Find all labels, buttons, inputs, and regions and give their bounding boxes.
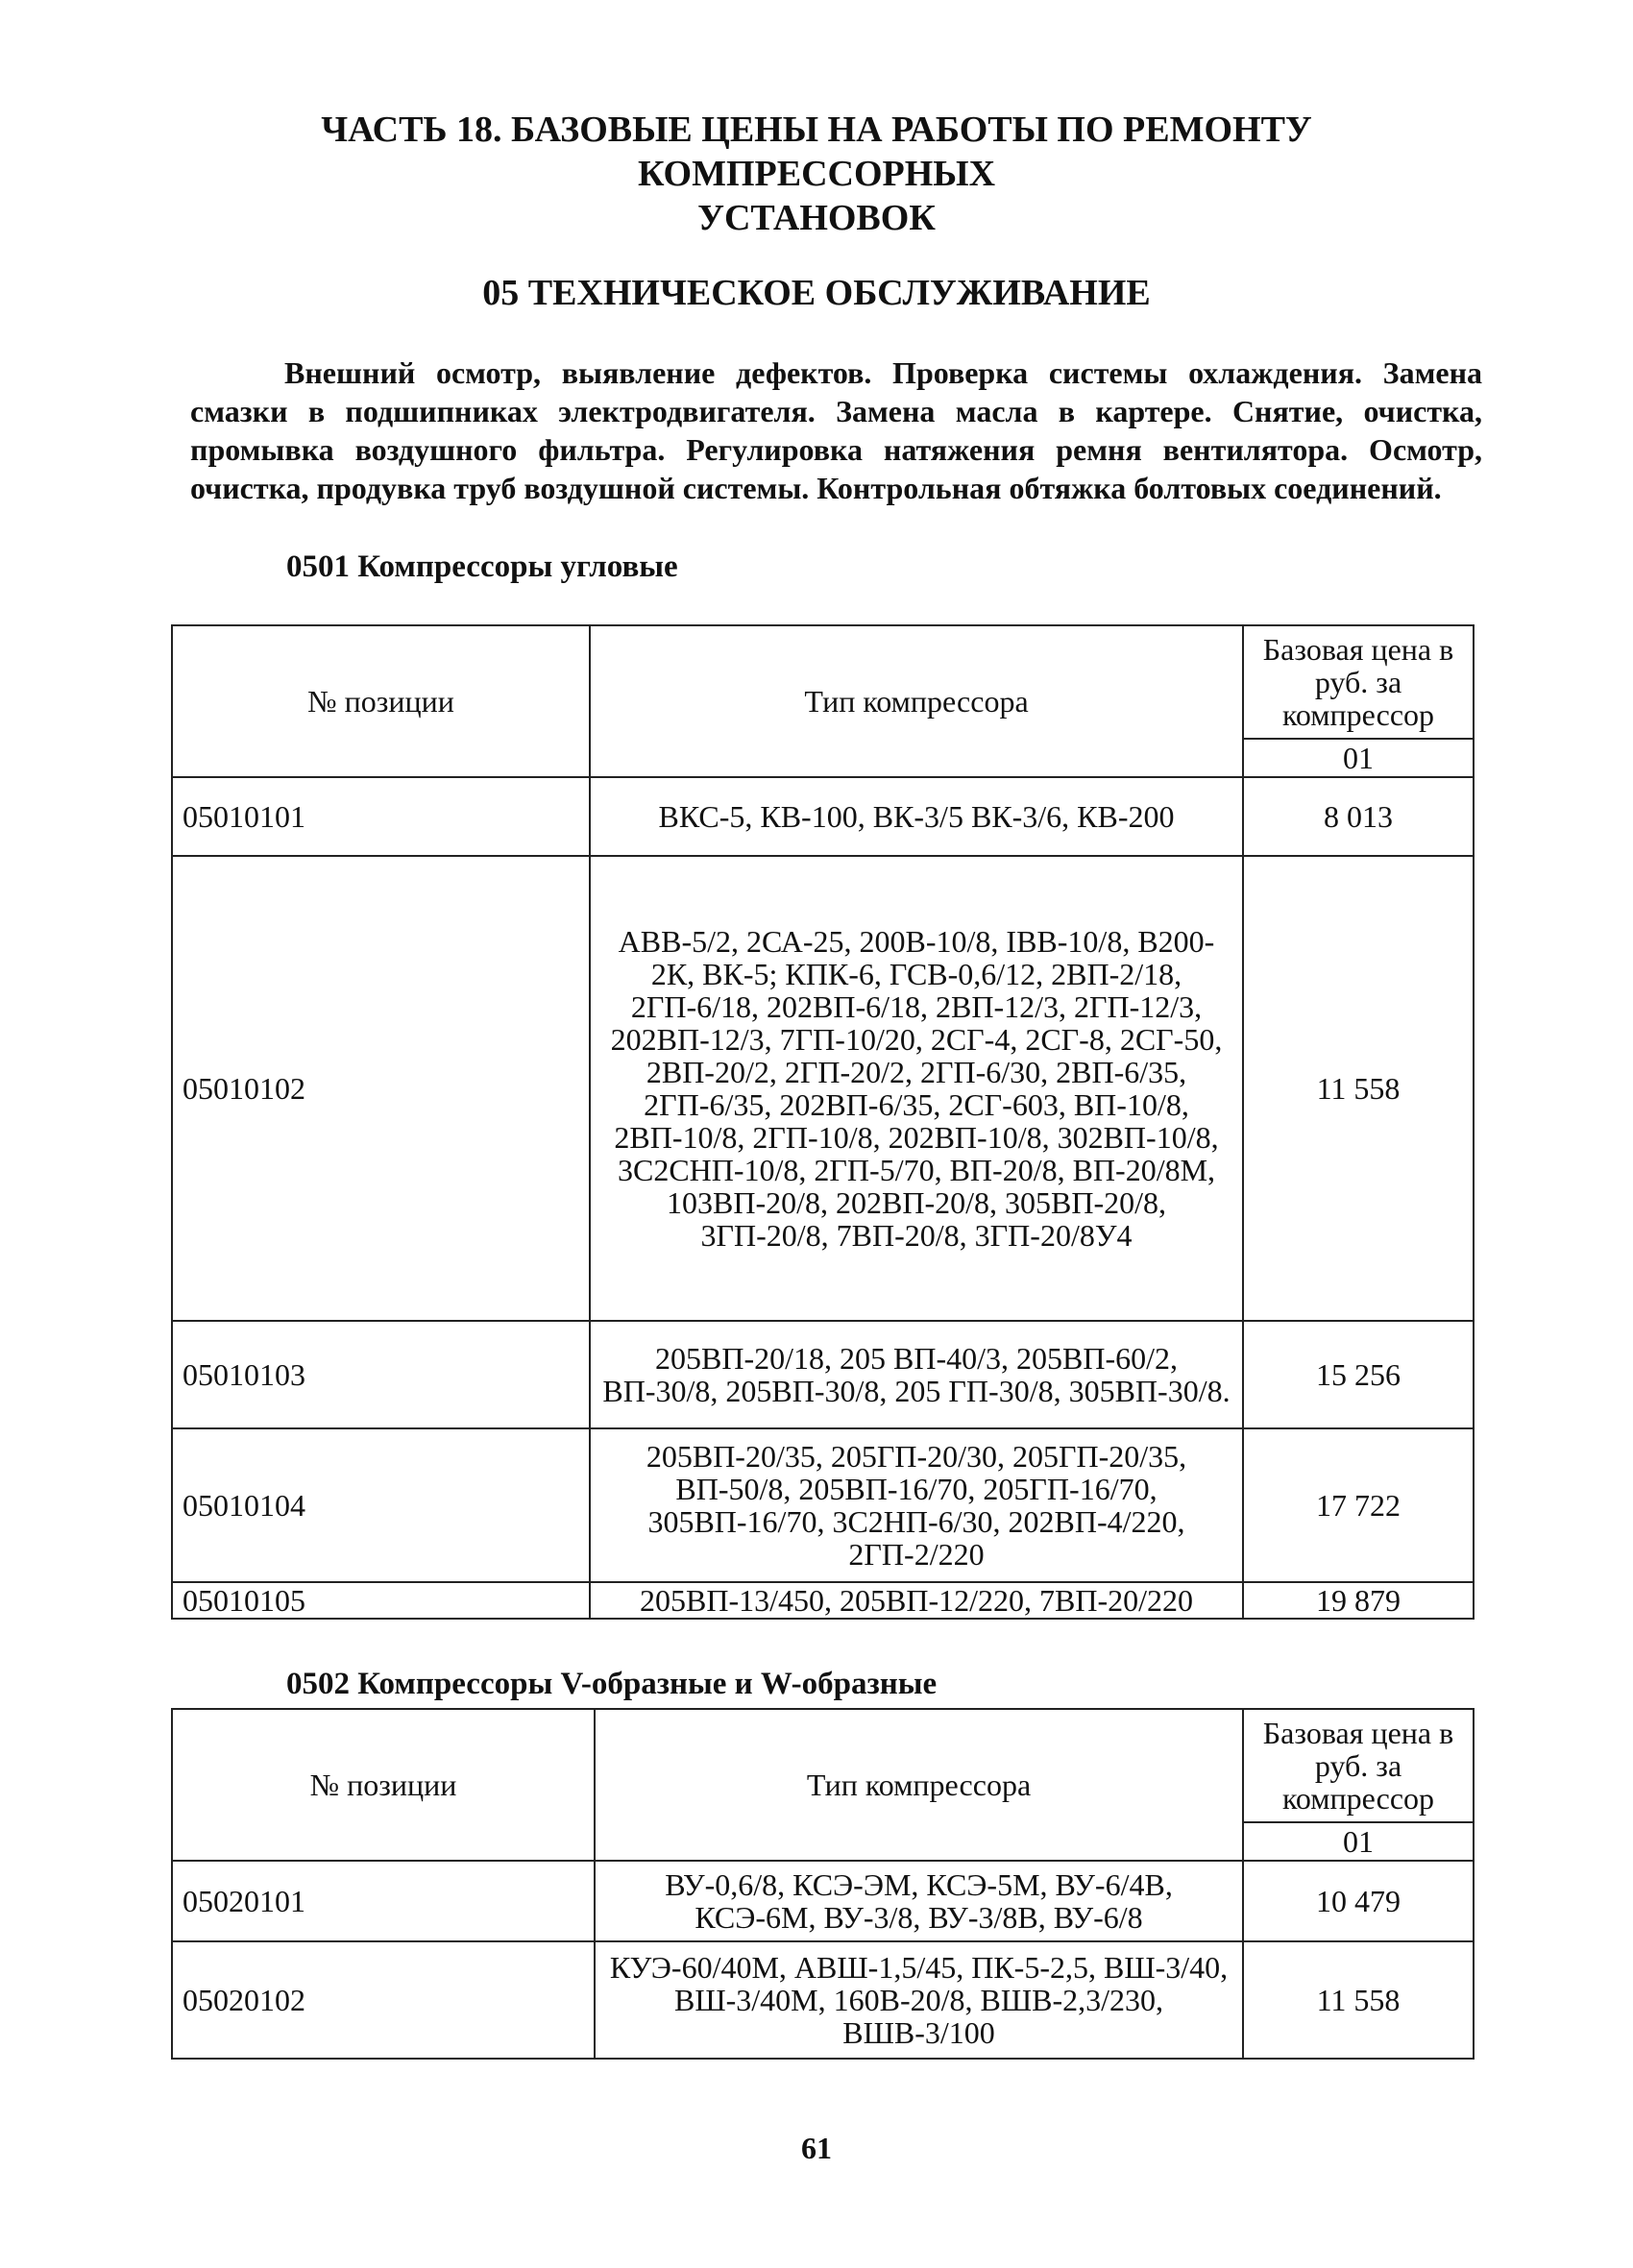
- table-row-type: 205ВП-13/450, 205ВП-12/220, 7ВП-20/220: [590, 1582, 1243, 1619]
- table-row-type: 205ВП-20/35, 205ГП-20/30, 205ГП-20/35, ВП-50/8, 205ВП-16/70, 205ГП-16/70, 305ВП-16/70, 3С2НП-6/30, 202ВП-4/220, 2ГП-2/220: [590, 1428, 1243, 1582]
- header-position: № позиции: [172, 1709, 595, 1861]
- header-price-code: 01: [1243, 739, 1474, 777]
- page-title-line-2: УСТАНОВОК: [697, 198, 936, 238]
- table-row-type: ВУ-0,6/8, КСЭ-ЭМ, КСЭ-5М, ВУ-6/4В, КСЭ-6М, ВУ-3/8, ВУ-3/8В, ВУ-6/8: [595, 1861, 1243, 1941]
- table-vw-compressors: [171, 1708, 1475, 2060]
- table-row-type: АВВ-5/2, 2СА-25, 200В-10/8, IВВ-10/8, В200-2К, ВК-5; КПК-6, ГСВ-0,6/12, 2ВП-2/18, 2ГП-6/18, 202ВП-6/18, 2ВП-12/3, 2ГП-12/3, 202ВП-12/3, 7ГП-10/20, 2СГ-4, 2СГ-8, 2СГ-50, 2ВП-20/2, 2ГП-20/2, 2ГП-6/30, 2ВП-6/35, 2ГП-6/35, 202ВП-6/35, 2СГ-603, ВП-10/8, 2ВП-10/8, 2ГП-10/8, 202ВП-10/8, 302ВП-10/8, 3С2СНП-10/8, 2ГП-5/70, ВП-20/8, ВП-20/8М, 103ВП-20/8, 202ВП-20/8, 305ВП-20/8, 3ГП-20/8, 7ВП-20/8, 3ГП-20/8У4: [590, 856, 1243, 1321]
- header-type: Тип компрессора: [590, 625, 1243, 777]
- table1-title: 0501 Компрессоры угловые: [286, 549, 678, 584]
- table-row-position: 05010102: [172, 856, 590, 1321]
- section-title: 05 ТЕХНИЧЕСКОЕ ОБСЛУЖИВАНИЕ: [482, 273, 1151, 313]
- table-row-price: 10 479: [1243, 1861, 1474, 1941]
- page-number: 61: [801, 2131, 832, 2165]
- table-angular-compressors: [171, 624, 1475, 1620]
- header-price-code: 01: [1243, 1822, 1474, 1861]
- header-price: Базовая цена в руб. за компрессор: [1243, 625, 1474, 739]
- intro-paragraph: Внешний осмотр, выявление дефектов. Проверка системы охлаждения. Замена смазки в подшипниках электродвигателя. Замена масла в картере. Снятие, очистка, промывка воздушного фильтра. Регулировка натяжения ремня вентилятора. Осмотр, очистка, продувка труб воздушной системы. Контрольная обтяжка болтовых соединений.: [190, 355, 1482, 505]
- table-row-position: 05010103: [172, 1321, 590, 1428]
- table-row-position: 05010101: [172, 777, 590, 856]
- header-position: № позиции: [172, 625, 590, 777]
- table-row-price: 15 256: [1243, 1321, 1474, 1428]
- page-title: [144, 108, 1489, 240]
- table-row-price: 11 558: [1243, 856, 1474, 1321]
- page-title-line-1: ЧАСТЬ 18. БАЗОВЫЕ ЦЕНЫ НА РАБОТЫ ПО РЕМОНТУ КОМПРЕССОРНЫХ: [321, 110, 1312, 194]
- table2-title: 0502 Компрессоры V-образные и W-образные: [286, 1667, 938, 1701]
- table-row-price: 17 722: [1243, 1428, 1474, 1582]
- table-row-price: 19 879: [1243, 1582, 1474, 1619]
- table-row-position: 05010105: [172, 1582, 590, 1619]
- table-row-position: 05020102: [172, 1941, 595, 2059]
- table-row-position: 05010104: [172, 1428, 590, 1582]
- table-row-type: 205ВП-20/18, 205 ВП-40/3, 205ВП-60/2, ВП-30/8, 205ВП-30/8, 205 ГП-30/8, 305ВП-30/8.: [590, 1321, 1243, 1428]
- header-type: Тип компрессора: [595, 1709, 1243, 1861]
- table-row-type: ВКС-5, КВ-100, ВК-3/5 ВК-3/6, КВ-200: [590, 777, 1243, 856]
- header-price: Базовая цена в руб. за компрессор: [1243, 1709, 1474, 1822]
- table-row-price: 8 013: [1243, 777, 1474, 856]
- table-row-type: КУЭ-60/40М, АВШ-1,5/45, ПК-5-2,5, ВШ-3/40, ВШ-3/40М, 160В-20/8, ВШВ-2,3/230, ВШВ-3/100: [595, 1941, 1243, 2059]
- table-row-price: 11 558: [1243, 1941, 1474, 2059]
- table-row-position: 05020101: [172, 1861, 595, 1941]
